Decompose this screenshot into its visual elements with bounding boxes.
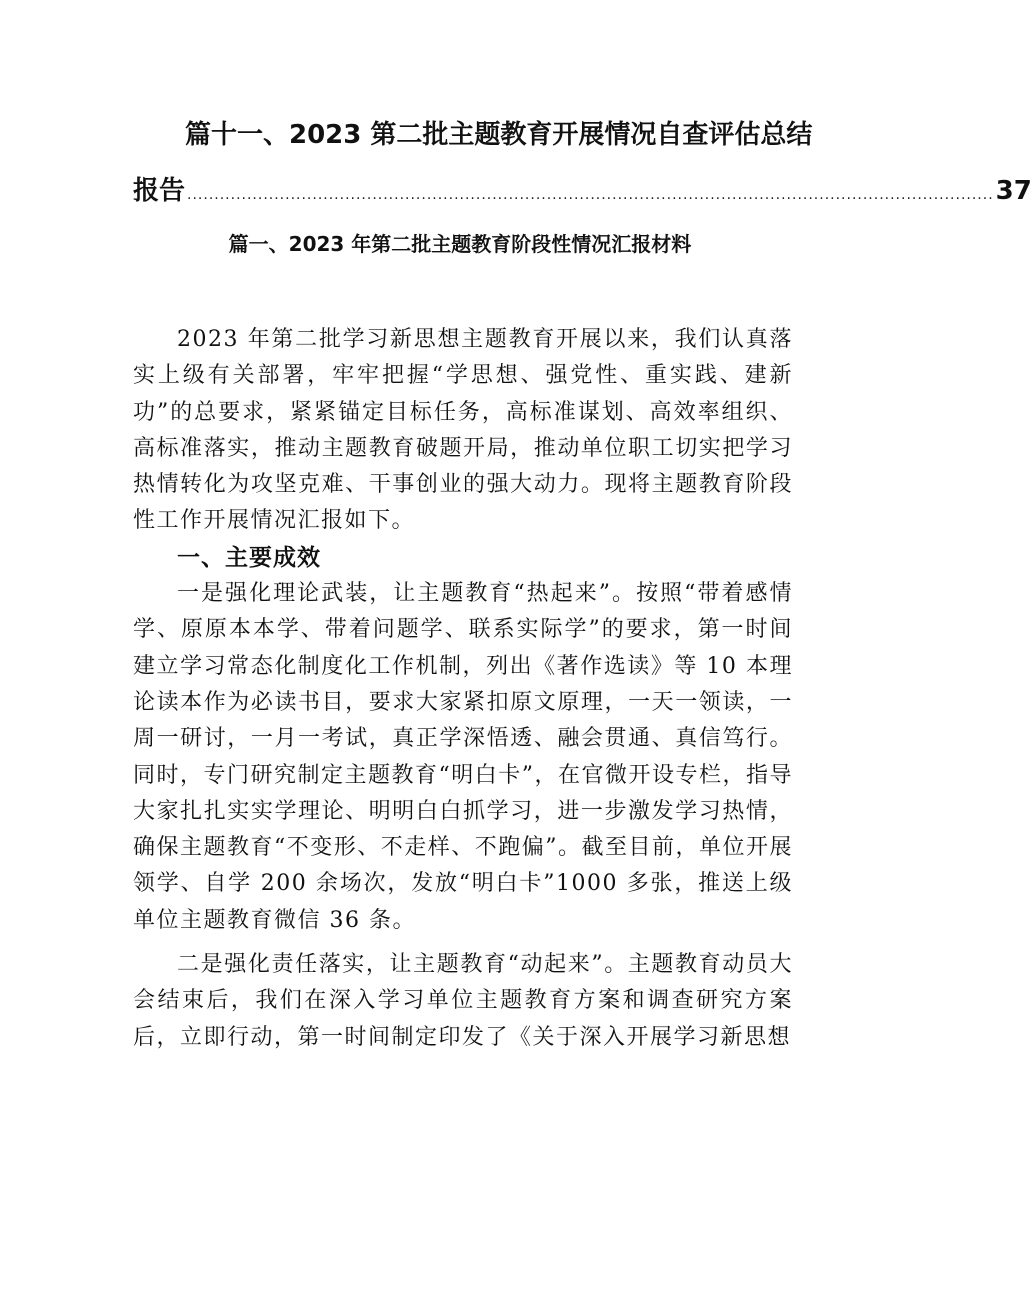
- document-title: 篇一、2023 年第二批主题教育阶段性情况汇报材料: [228, 232, 692, 256]
- toc-entry-continuation[interactable]: [133, 170, 1032, 207]
- paragraph-responsibility: 二是强化责任落实，让主题教育“动起来”。主题教育动员大会结束后，我们在深入学习单位主题教育方案和调查研究方案后，立即行动，第一时间制定印发了《关于深入开展学习新思想: [133, 952, 793, 1050]
- document-body: [133, 322, 793, 1056]
- paragraph-theory: 一是强化理论武装，让主题教育“热起来”。按照“带着感情学、原原本本学、带着问题学、联系实际学”的要求，第一时间建立学习常态化制度化工作机制，列出《著作选读》等 10 本理论读本作为必读书目，要求大家紧扣原文原理，一天一领读，一周一研讨，一月一考试，真正学深悟透、融会贯通、真信笃行。同时，专门研究制定主题教育“明白卡”，在官微开设专栏，指导大家扎扎实实学理论、明明白白抓学习，进一步激发学习热情，确保主题教育“不变形、不走样、不跑偏”。截至目前，单位开展领学、自学 200 余场次，发放“明白卡”1000 多张，推送上级单位主题教育微信 36 条。: [133, 581, 793, 933]
- toc-leader-dots: ....................................................................................................................................................: [187, 187, 994, 203]
- toc-entry-title[interactable]: 篇十一、2023 第二批主题教育开展情况自查评估总结: [185, 120, 813, 150]
- section-heading: 一、主要成效: [177, 544, 321, 571]
- toc-entry-title-end: 报告: [133, 176, 186, 206]
- toc-page-number: 37: [995, 176, 1032, 206]
- intro-paragraph: 2023 年第二批学习新思想主题教育开展以来，我们认真落实上级有关部署，牢牢把握“学思想、强党性、重实践、建新功”的总要求，紧紧锚定目标任务，高标准谋划、高效率组织、高标准落实，推动主题教育破题开局，推动单位职工切实把学习热情转化为攻坚克难、干事创业的强大动力。现将主题教育阶段性工作开展情况汇报如下。: [133, 327, 793, 534]
